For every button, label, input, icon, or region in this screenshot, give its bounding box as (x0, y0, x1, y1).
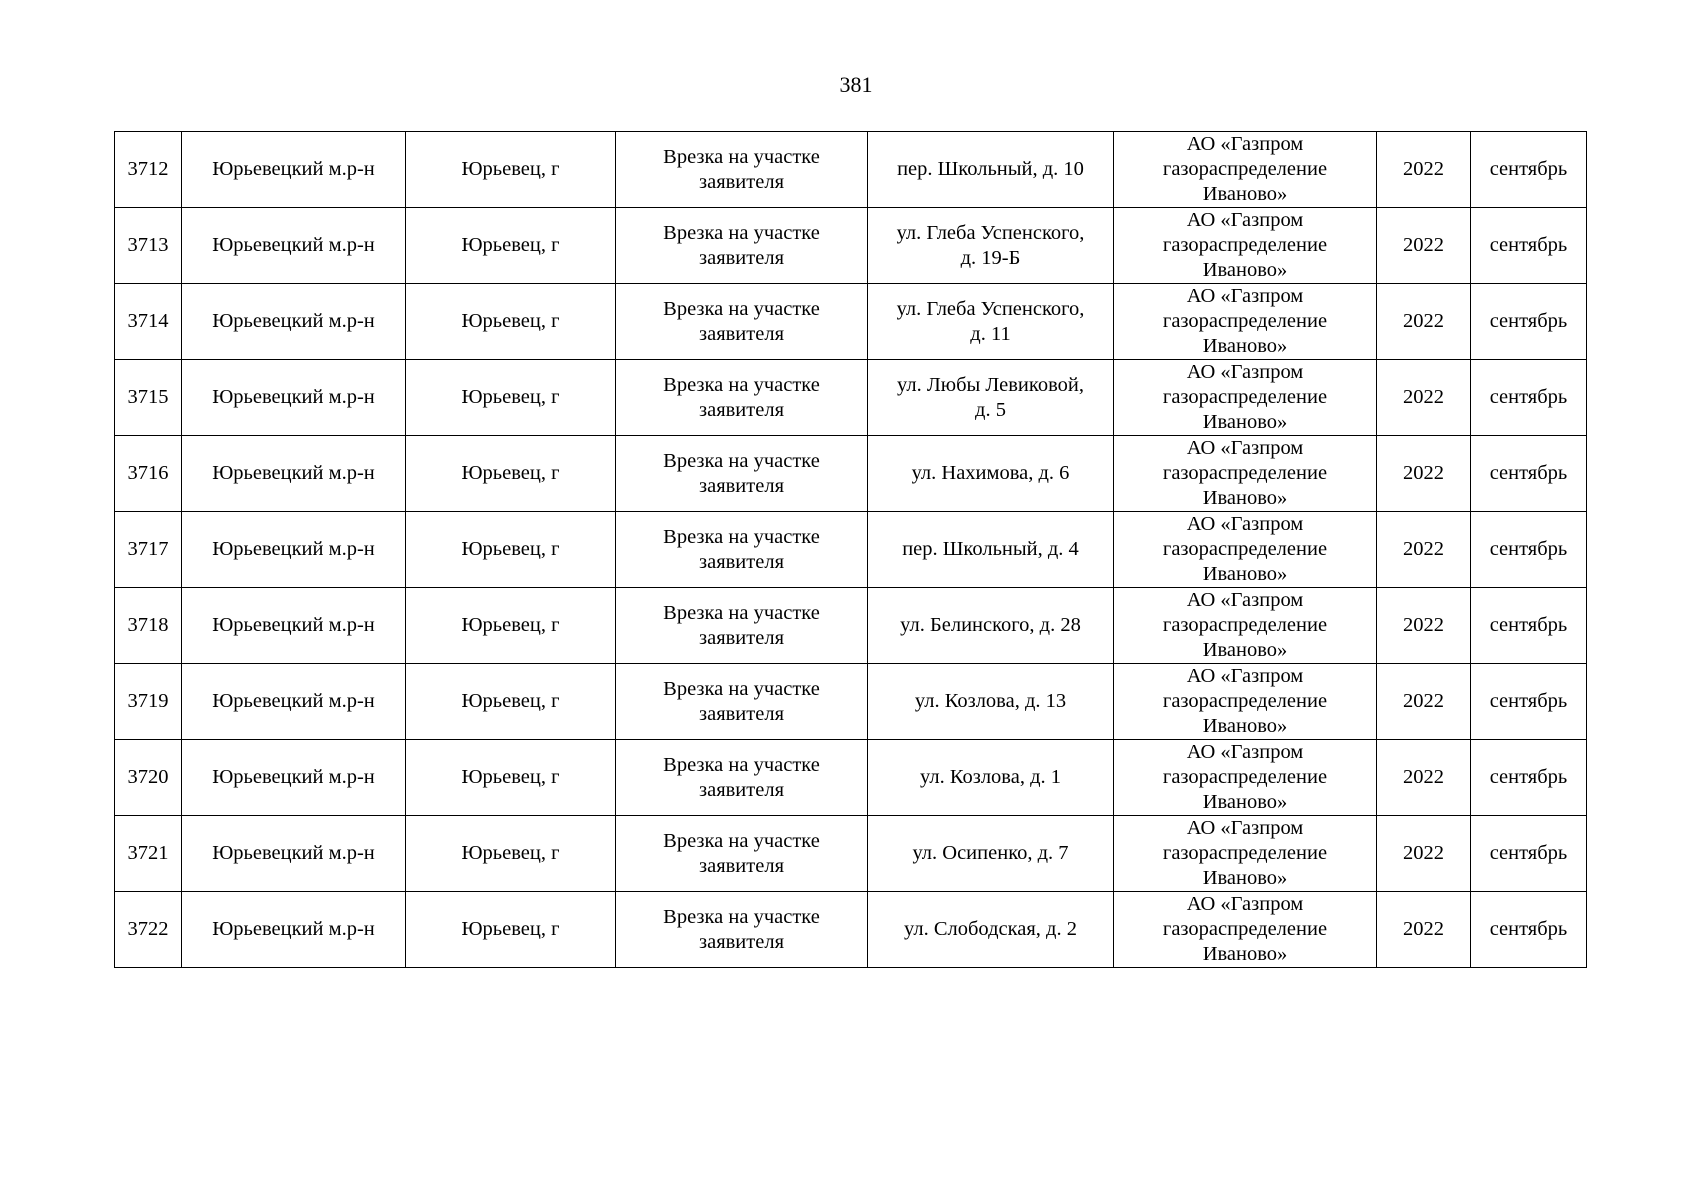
work-type-cell: Врезка на участке заявителя (616, 360, 868, 436)
address-cell: пер. Школьный, д. 10 (868, 132, 1114, 208)
year-cell: 2022 (1377, 436, 1471, 512)
organization-cell: АО «Газпром газораспределение Иваново» (1114, 436, 1377, 512)
address-cell: ул. Козлова, д. 1 (868, 740, 1114, 816)
organization-cell: АО «Газпром газораспределение Иваново» (1114, 588, 1377, 664)
organization-cell: АО «Газпром газораспределение Иваново» (1114, 816, 1377, 892)
settlement-cell: Юрьевец, г (406, 892, 616, 968)
month-cell: сентябрь (1471, 588, 1587, 664)
district-cell: Юрьевецкий м.р-н (182, 892, 406, 968)
district-cell: Юрьевецкий м.р-н (182, 816, 406, 892)
work-type-cell: Врезка на участке заявителя (616, 436, 868, 512)
organization-cell: АО «Газпром газораспределение Иваново» (1114, 740, 1377, 816)
year-cell: 2022 (1377, 512, 1471, 588)
settlement-cell: Юрьевец, г (406, 512, 616, 588)
work-type-cell: Врезка на участке заявителя (616, 740, 868, 816)
work-type-cell: Врезка на участке заявителя (616, 816, 868, 892)
row-number-cell: 3720 (115, 740, 182, 816)
row-number-cell: 3721 (115, 816, 182, 892)
address-cell: пер. Школьный, д. 4 (868, 512, 1114, 588)
year-cell: 2022 (1377, 664, 1471, 740)
address-cell: ул. Слободская, д. 2 (868, 892, 1114, 968)
month-cell: сентябрь (1471, 512, 1587, 588)
table-row (115, 816, 1587, 892)
year-cell: 2022 (1377, 588, 1471, 664)
address-cell: ул. Осипенко, д. 7 (868, 816, 1114, 892)
district-cell: Юрьевецкий м.р-н (182, 588, 406, 664)
table-row (115, 588, 1587, 664)
organization-cell: АО «Газпром газораспределение Иваново» (1114, 132, 1377, 208)
district-cell: Юрьевецкий м.р-н (182, 132, 406, 208)
month-cell: сентябрь (1471, 208, 1587, 284)
address-cell: ул. Любы Левиковой, д. 5 (868, 360, 1114, 436)
row-number-cell: 3715 (115, 360, 182, 436)
year-cell: 2022 (1377, 740, 1471, 816)
month-cell: сентябрь (1471, 816, 1587, 892)
district-cell: Юрьевецкий м.р-н (182, 512, 406, 588)
table-row (115, 892, 1587, 968)
settlement-cell: Юрьевец, г (406, 436, 616, 512)
settlement-cell: Юрьевец, г (406, 208, 616, 284)
year-cell: 2022 (1377, 132, 1471, 208)
organization-cell: АО «Газпром газораспределение Иваново» (1114, 512, 1377, 588)
district-cell: Юрьевецкий м.р-н (182, 360, 406, 436)
address-cell: ул. Белинского, д. 28 (868, 588, 1114, 664)
work-type-cell: Врезка на участке заявителя (616, 588, 868, 664)
year-cell: 2022 (1377, 816, 1471, 892)
table-row (115, 208, 1587, 284)
district-cell: Юрьевецкий м.р-н (182, 284, 406, 360)
row-number-cell: 3718 (115, 588, 182, 664)
table-row (115, 284, 1587, 360)
row-number-cell: 3716 (115, 436, 182, 512)
year-cell: 2022 (1377, 284, 1471, 360)
year-cell: 2022 (1377, 208, 1471, 284)
table-row (115, 360, 1587, 436)
registry-table (114, 131, 1587, 968)
organization-cell: АО «Газпром газораспределение Иваново» (1114, 284, 1377, 360)
row-number-cell: 3722 (115, 892, 182, 968)
table-row (115, 740, 1587, 816)
year-cell: 2022 (1377, 360, 1471, 436)
organization-cell: АО «Газпром газораспределение Иваново» (1114, 664, 1377, 740)
work-type-cell: Врезка на участке заявителя (616, 208, 868, 284)
district-cell: Юрьевецкий м.р-н (182, 436, 406, 512)
district-cell: Юрьевецкий м.р-н (182, 740, 406, 816)
row-number-cell: 3717 (115, 512, 182, 588)
work-type-cell: Врезка на участке заявителя (616, 512, 868, 588)
row-number-cell: 3713 (115, 208, 182, 284)
settlement-cell: Юрьевец, г (406, 284, 616, 360)
year-cell: 2022 (1377, 892, 1471, 968)
settlement-cell: Юрьевец, г (406, 588, 616, 664)
table-row (115, 512, 1587, 588)
settlement-cell: Юрьевец, г (406, 664, 616, 740)
organization-cell: АО «Газпром газораспределение Иваново» (1114, 892, 1377, 968)
month-cell: сентябрь (1471, 284, 1587, 360)
district-cell: Юрьевецкий м.р-н (182, 664, 406, 740)
work-type-cell: Врезка на участке заявителя (616, 892, 868, 968)
table-row (115, 436, 1587, 512)
organization-cell: АО «Газпром газораспределение Иваново» (1114, 360, 1377, 436)
district-cell: Юрьевецкий м.р-н (182, 208, 406, 284)
table-row (115, 664, 1587, 740)
address-cell: ул. Нахимова, д. 6 (868, 436, 1114, 512)
month-cell: сентябрь (1471, 436, 1587, 512)
work-type-cell: Врезка на участке заявителя (616, 284, 868, 360)
month-cell: сентябрь (1471, 132, 1587, 208)
row-number-cell: 3719 (115, 664, 182, 740)
settlement-cell: Юрьевец, г (406, 360, 616, 436)
table-row (115, 132, 1587, 208)
work-type-cell: Врезка на участке заявителя (616, 664, 868, 740)
month-cell: сентябрь (1471, 740, 1587, 816)
settlement-cell: Юрьевец, г (406, 816, 616, 892)
row-number-cell: 3714 (115, 284, 182, 360)
month-cell: сентябрь (1471, 360, 1587, 436)
month-cell: сентябрь (1471, 892, 1587, 968)
page-number: 381 (839, 72, 873, 97)
month-cell: сентябрь (1471, 664, 1587, 740)
settlement-cell: Юрьевец, г (406, 132, 616, 208)
address-cell: ул. Козлова, д. 13 (868, 664, 1114, 740)
organization-cell: АО «Газпром газораспределение Иваново» (1114, 208, 1377, 284)
address-cell: ул. Глеба Успенского, д. 11 (868, 284, 1114, 360)
settlement-cell: Юрьевец, г (406, 740, 616, 816)
address-cell: ул. Глеба Успенского, д. 19-Б (868, 208, 1114, 284)
row-number-cell: 3712 (115, 132, 182, 208)
work-type-cell: Врезка на участке заявителя (616, 132, 868, 208)
